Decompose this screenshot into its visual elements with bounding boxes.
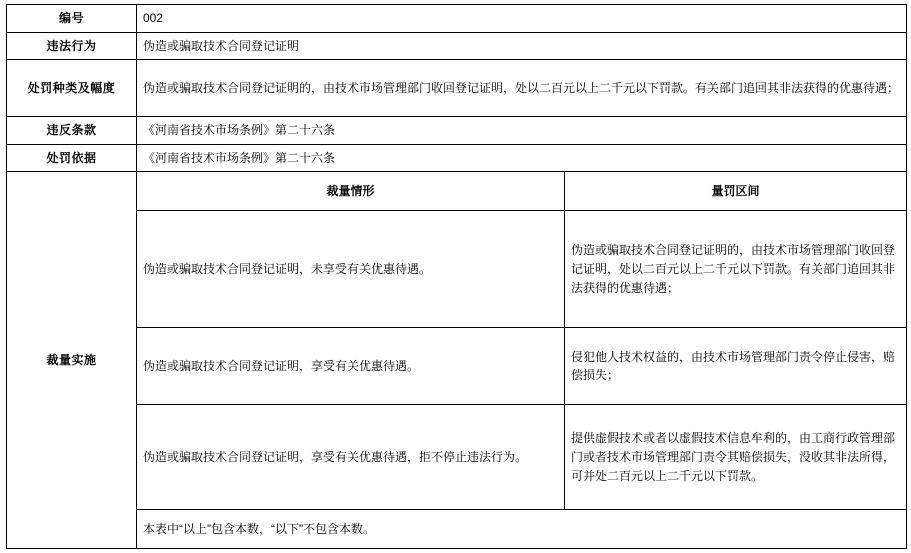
row-value-violated-clause: 《河南省技术市场条例》第二十六条: [137, 117, 907, 145]
table-row-discretion-header: [7, 172, 907, 211]
note-text: 本表中“以上”包含本数，“以下”不包含本数。: [137, 510, 907, 549]
table-row-discretion-item: [7, 405, 907, 510]
table-row-penalty-basis: [7, 144, 907, 172]
discretion-range-2: 侵犯他人技术权益的，由技术市场管理部门责令停止侵害，赔偿损失；: [565, 328, 907, 405]
row-value-penalty-type: 伪造或骗取技术合同登记证明的，由技术市场管理部门收回登记证明，处以二百元以上二千元以下罚款。有关部门追回其非法获得的优惠待遇；: [137, 60, 907, 117]
discretion-range-3: 提供虚假技术或者以虚假技术信息牟利的，由工商行政管理部门或者技术市场管理部门责令其赔偿损失，没收其非法所得，可并处二百元以上二千元以下罚款。: [565, 405, 907, 510]
row-label-penalty-basis: 处罚依据: [7, 144, 137, 172]
row-label-discretion: 裁量实施: [7, 172, 137, 549]
table-row-violation: [7, 32, 907, 60]
discretion-case-3: 伪造或骗取技术合同登记证明，享受有关优惠待遇，拒不停止违法行为。: [137, 405, 565, 510]
discretion-case-1: 伪造或骗取技术合同登记证明，未享受有关优惠待遇。: [137, 211, 565, 328]
table-row-discretion-item: [7, 328, 907, 405]
table-row-penalty-type: [7, 60, 907, 117]
table-row-note: [7, 510, 907, 549]
penalty-discretion-table: [6, 4, 907, 549]
column-header-case: 裁量情形: [137, 172, 565, 211]
discretion-case-2: 伪造或骗取技术合同登记证明，享受有关优惠待遇。: [137, 328, 565, 405]
discretion-range-1: 伪造或骗取技术合同登记证明的，由技术市场管理部门收回登记证明，处以二百元以上二千元以下罚款。有关部门追回其非法获得的优惠待遇；: [565, 211, 907, 328]
row-value-penalty-basis: 《河南省技术市场条例》第二十六条: [137, 144, 907, 172]
table-row-number: [7, 5, 907, 33]
row-label-number: 编号: [7, 5, 137, 33]
row-label-violated-clause: 违反条款: [7, 117, 137, 145]
row-label-violation: 违法行为: [7, 32, 137, 60]
table-row-discretion-item: [7, 211, 907, 328]
row-value-number: 002: [137, 5, 907, 33]
table-row-violated-clause: [7, 117, 907, 145]
row-label-penalty-type: 处罚种类及幅度: [7, 60, 137, 117]
column-header-range: 量罚区间: [565, 172, 907, 211]
row-value-violation: 伪造或骗取技术合同登记证明: [137, 32, 907, 60]
